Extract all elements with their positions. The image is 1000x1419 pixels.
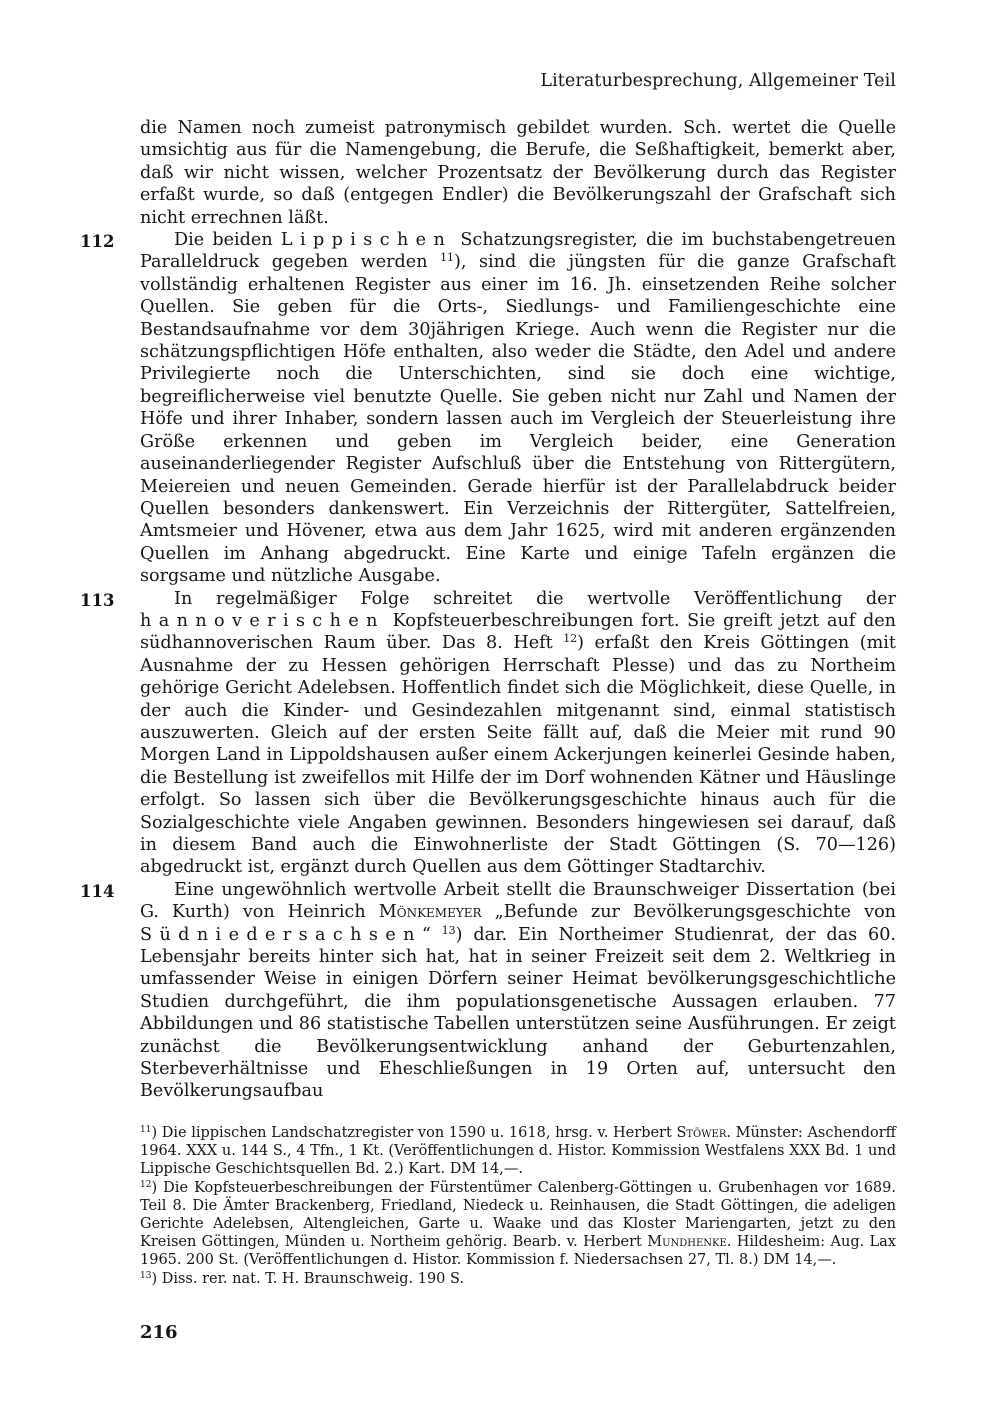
footnote-ref-11: 11 (440, 251, 454, 265)
paragraph-113-text: ) erfaßt den Kreis Göttingen (mit Ausnahme der zu Hessen gehörigen Herrschaft Plesse) und das zu Northeim gehörige Gericht Adelebsen. Hoffentlich findet sich die Möglichkeit, diese Quelle, in der auch die Kinder- und Gesindezahlen mitgenannt sind, einmal statistisch auszuwerten. Gleich auf der ersten Seite fällt auf, daß die Meier mit rund 90 Morgen Land in Lippoldshausen außer einem Ackerjungen keinerlei Gesinde haben, die Bestellung ist zweifellos mit Hilfe der im Dorf wohnenden Kätner und Häuslinge erfolgt. So lassen sich über die Bevölkerungsgeschichte hinaus auch für die Sozialgeschichte viele Angaben gewinnen. Besonders hingewiesen sei darauf, daß in diesem Band auch die Einwohnerliste der Stadt Göttingen (S. 70—126) abgedruckt ist, ergänzt durch Quellen aus dem Göttinger Stadtarchiv. (140, 633, 896, 878)
footnote-marker-13: 13 (140, 1270, 152, 1281)
paragraph-114-text: Eine ungewöhnlich wertvolle Arbeit stellt die Braunschweiger Dissertation (bei G. Kurth) von Heinrich (140, 879, 896, 923)
running-head: Literaturbesprechung, Allgemeiner Teil (540, 71, 896, 91)
paragraph-112-text: Die beiden (174, 230, 281, 251)
footnote-marker-12: 12 (140, 1179, 152, 1190)
footnote-text: ) Diss. rer. nat. T. H. Braunschweig. 190 S. (151, 1270, 465, 1287)
main-text (80, 117, 896, 1103)
paragraph-112-text: Schatzungsregister, die im buchstabengetreuen Paralleldruck gegeben werden (140, 230, 896, 273)
section-number-113: 113 (80, 590, 115, 610)
paragraph-113 (80, 588, 896, 879)
footnotes (140, 1124, 896, 1288)
author-name-mundhenke: Mundhenke (647, 1234, 727, 1251)
paragraph-113-text: Kopfsteuerbeschreibungen fort. Sie greift jetzt auf den südhannoverischen Raum über. Das 8. Heft (140, 610, 896, 654)
author-name-moenkemeyer: Mönkemeyer (378, 902, 482, 923)
spaced-term-hannoverischen: hannoverischen (140, 610, 385, 631)
footnote-ref-12: 12 (563, 632, 578, 646)
footnote-ref-13: 13 (441, 923, 456, 937)
section-number-114: 114 (80, 881, 115, 901)
footnote-text: . Hildesheim: Aug. Lax 1965. 200 St. (Veröffentlichungen d. Histor. Kommission f. Niedersachsen 27, Tl. 8.) DM 14,—. (140, 1234, 896, 1269)
paragraph-114-text: „Befunde zur Bevölkerungsgeschichte von (481, 902, 896, 923)
paragraph-114-text: “ (421, 924, 442, 945)
footnote-13 (140, 1270, 896, 1288)
paragraph-112 (80, 229, 896, 588)
footnote-text: ) Die lippischen Landschatzregister von 1590 u. 1618, hrsg. v. Herbert (151, 1125, 677, 1141)
footnote-12 (140, 1179, 896, 1270)
footnote-text: . Münster: Aschendorff 1964. XXX u. 144 S., 4 Tfn., 1 Kt. (Veröffentlichungen d. Histor. Kommission Westfalens XXX Bd. 1 und Lippische Geschichtsquellen Bd. 2.) Kart. DM 14,—. (140, 1125, 896, 1178)
footnote-marker-11: 11 (140, 1125, 152, 1136)
author-name-stoewer: Stöwer (676, 1125, 727, 1141)
section-number-112: 112 (80, 232, 115, 252)
paragraph-continued: die Namen noch zumeist patronymisch gebildet wurden. Sch. wertet die Quelle umsichtig aus für die Namengebung, die Berufe, die Seßhaftigkeit, bemerkt aber, daß wir nicht wissen, welcher Prozentsatz der Bevölkerung durch das Register erfaßt wurde, so daß (entgegen Endler) die Bevölkerungszahl der Grafschaft sich nicht errechnen läßt. (140, 118, 896, 228)
spaced-term-suedniedersachsen: Südniedersachsen (140, 924, 422, 945)
footnote-11 (140, 1124, 896, 1179)
paragraph-113-text: In regelmäßiger Folge schreitet die wertvolle Veröffentlichung der (174, 588, 896, 609)
page-number: 216 (140, 1322, 178, 1343)
spaced-term-lippischen: Lippischen (280, 230, 453, 251)
paragraph-112-text: ), sind die jüngsten für die ganze Grafschaft vollständig erhaltenen Register aus einer im 16. Jh. einsetzenden Reihe solcher Quellen. Sie geben für die Orts-, Siedlungs- und Familiengeschichte eine Bestandsaufnahme vor dem 30jährigen Kriege. Auch wenn die Register nur die schätzungspflichtigen Höfe enthalten, also weder die Städte, den Adel und andere Privilegierte noch die Unterschichten, sind sie doch eine wichtige, begreiflicherweise viel benutzte Quelle. Sie geben nicht nur Zahl und Namen der Höfe und ihrer Inhaber, sondern lassen auch im Vergleich der Steuerleistung ihre Größe erkennen und geben im Vergleich beider, eine Generation auseinanderliegender Register Aufschluß über die Entstehung von Rittergütern, Meiereien und neuen Gemeinden. Gerade hierfür ist der Parallelabdruck beider Quellen besonders dankenswert. Ein Verzeichnis der Rittergüter, Sattelfreien, Amtsmeier und Hövener, etwa aus dem Jahr 1625, wird mit anderen ergänzenden Quellen im Anhang abgedruckt. Eine Karte und einige Tafeln ergänzen die sorgsame und nützliche Ausgabe. (140, 252, 896, 587)
paragraph-114-text: ) dar. Ein Northeimer Studienrat, der das 60. Lebensjahr bereits hinter sich hat, hat in seiner Freizeit seit dem 2. Weltkrieg in umfassender Weise in einigen Dörfern seiner Heimat bevölkerungsgeschichtliche Studien durchgeführt, die ihm populationsgenetische Aussagen erlauben. 77 Abbildungen und 86 statistische Tabellen unterstützen seine Ausführungen. Er zeigt zunächst die Bevölkerungsentwicklung anhand der Geburtenzahlen, Sterbeverhältnisse und Eheschließungen in 19 Orten auf, untersucht den Bevölkerungsaufbau (140, 924, 896, 1102)
paragraph-114 (80, 879, 896, 1103)
footnote-text: ) Die Kopfsteuerbeschreibungen der Fürstentümer Calenberg-Göttingen u. Grubenhagen vor 1689. Teil 8. Die Ämter Brackenberg, Friedland, Niedeck u. Reinhausen, die Stadt Göttingen, die adeligen Gerichte Adelebsen, Altengleichen, Garte u. Waake und das Kloster Mariengarten, jetzt zu den Kreisen Göttingen, Münden u. Northeim gehörig. Bearb. v. Herbert (140, 1179, 896, 1251)
